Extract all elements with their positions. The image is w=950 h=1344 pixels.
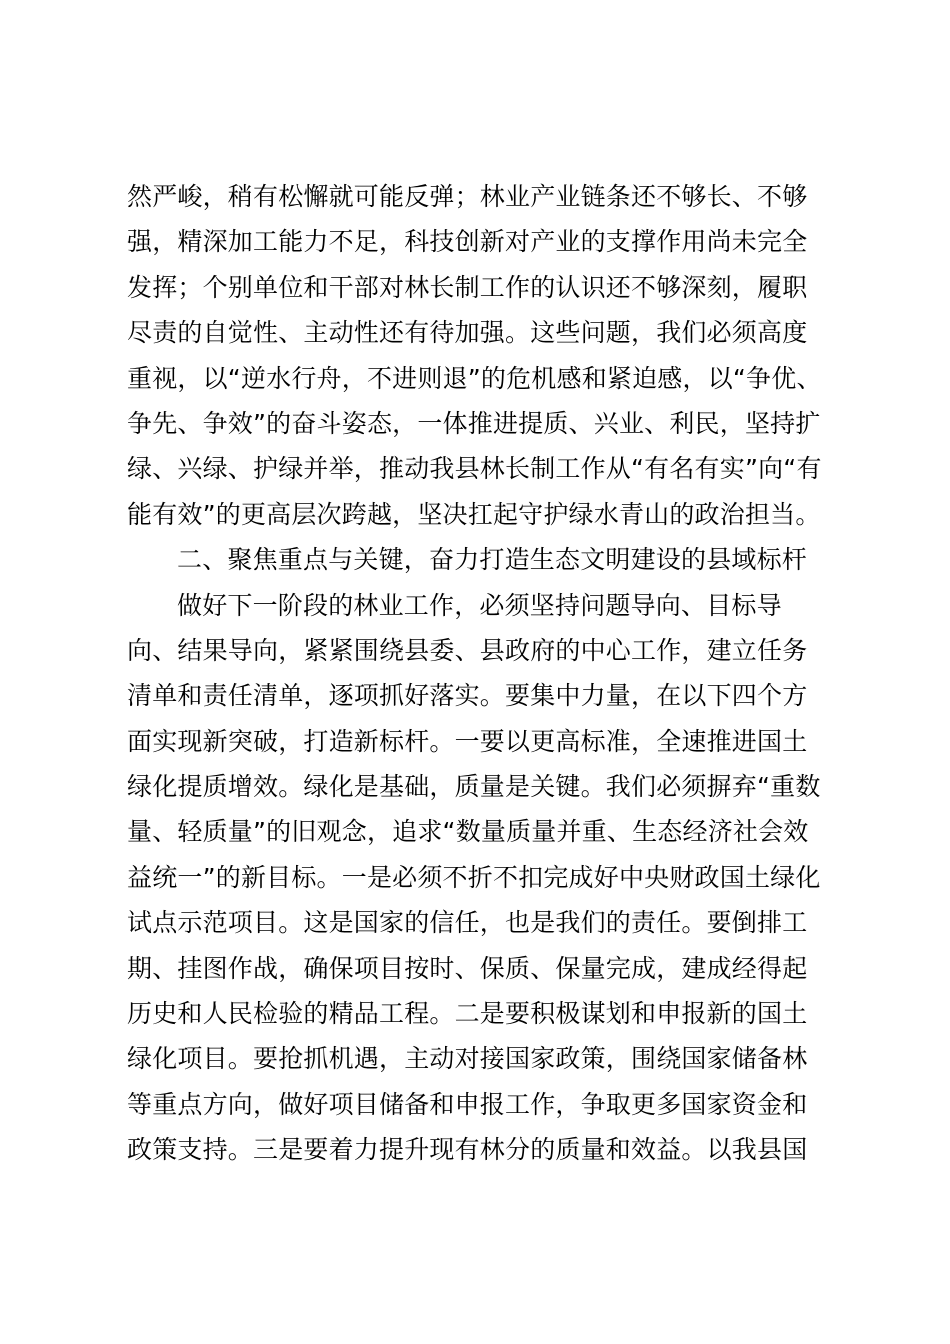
text-line: 绿、兴绿、护绿并举，推动我县林长制工作从“有名有实”向“有 <box>127 454 822 484</box>
text-line: 期、挂图作战，确保项目按时、保质、保量完成，建成经得起 <box>127 953 808 983</box>
text-line: 等重点方向，做好项目储备和申报工作，争取更多国家资金和 <box>127 1089 808 1119</box>
text-line: 试点示范项目。这是国家的信任，也是我们的责任。要倒排工 <box>127 908 808 938</box>
text-line: 争先、争效”的奋斗姿态，一体推进提质、兴业、利民，坚持扩 <box>127 408 821 438</box>
text-line: 发挥；个别单位和干部对林长制工作的认识还不够深刻，履职 <box>127 272 808 302</box>
text-line: 面实现新突破，打造新标杆。一要以更高标准，全速推进国土 <box>127 726 808 756</box>
section-heading: 二、聚焦重点与关键，奋力打造生态文明建设的县域标杆 <box>177 545 808 575</box>
document-body <box>127 174 847 1173</box>
text-line: 重视，以“逆水行舟，不进则退”的危机感和紧迫感，以“争优、 <box>127 363 822 393</box>
text-line: 然严峻，稍有松懈就可能反弹；林业产业链条还不够长、不够 <box>127 182 808 211</box>
text-line: 清单和责任清单，逐项抓好落实。要集中力量，在以下四个方 <box>127 681 808 711</box>
text-line: 益统一”的新目标。一是必须不折不扣完成好中央财政国土绿化 <box>127 862 821 892</box>
text-line: 政策支持。三是要着力提升现有林分的质量和效益。以我县国 <box>127 1135 808 1165</box>
text-line: 向、结果导向，紧紧围绕县委、县政府的中心工作，建立任务 <box>127 635 808 665</box>
text-line: 尽责的自觉性、主动性还有待加强。这些问题，我们必须高度 <box>127 318 808 348</box>
text-line: 历史和人民检验的精品工程。二是要积极谋划和申报新的国土 <box>127 999 808 1029</box>
text-line: 量、轻质量”的旧观念，追求“数量质量并重、生态经济社会效 <box>127 817 809 847</box>
text-line: 强，精深加工能力不足，科技创新对产业的支撑作用尚未完全 <box>127 227 808 257</box>
text-line: 能有效”的更高层次跨越，坚决扛起守护绿水青山的政治担当。 <box>127 499 821 529</box>
paragraph-first-line: 做好下一阶段的林业工作，必须坚持问题导向、目标导 <box>177 590 782 620</box>
text-line: 绿化提质增效。绿化是基础，质量是关键。我们必须摒弃“重数 <box>127 772 821 802</box>
text-line: 绿化项目。要抢抓机遇，主动对接国家政策，围绕国家储备林 <box>127 1044 808 1074</box>
